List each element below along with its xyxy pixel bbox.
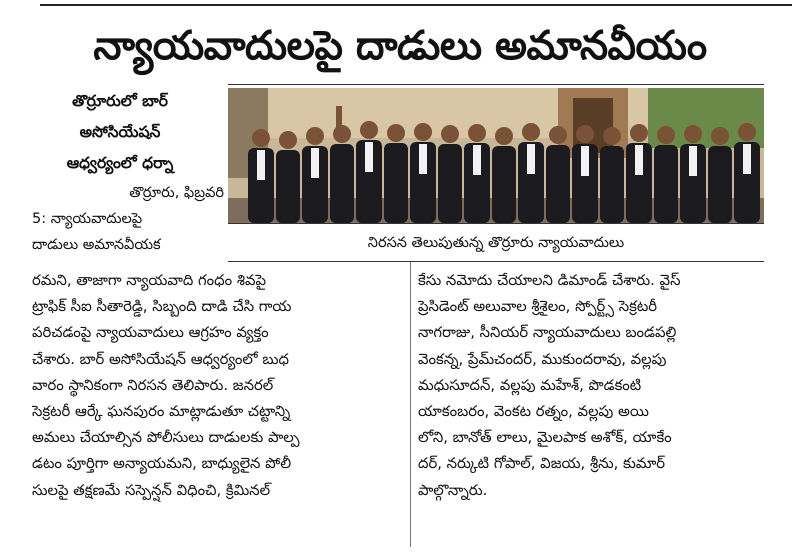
- top-rule: [40, 4, 792, 6]
- text-line: పరిచడంపై న్యాయవాదులు ఆగ్రహం వ్యక్తం: [32, 324, 269, 342]
- dateline-text: [32, 180, 224, 258]
- subhead-line: ఆధ్వర్యంలో ధర్నా: [66, 154, 174, 172]
- text-line: ట్రాఫిక్ సీఐ సీతారెడ్డి, సిబ్బంది దాడి చేసి గాయ: [32, 298, 292, 316]
- text-line: సెక్రటరీ ఆర్కే ఘనపురం మాట్లాడుతూ చట్టాన్ని: [32, 403, 291, 421]
- text-line: యాకంబరం, వెంకట రత్నం, వల్లపు అయి: [418, 403, 649, 421]
- photo-caption: నిరసన తెలుపుతున్న తొర్రూరు న్యాయవాదులు: [367, 235, 625, 251]
- text-line: వెంకన్న, ప్రేమ్‌చందర్, ముకుందరావు, వల్లపు: [418, 350, 667, 368]
- photo-bottom-rule: [228, 223, 764, 224]
- text-line: చేశారు. బార్ అసోసియేషన్ ఆధ్వర్యంలో బుధ: [32, 350, 289, 368]
- text-line: కేసు నమోదు చేయాలని డిమాండ్ చేశారు. వైస్: [418, 272, 681, 289]
- text-line: తొర్రూరు, ఫిబ్రవరి: [129, 185, 224, 201]
- right-column: [418, 268, 768, 504]
- news-photo: [228, 88, 764, 223]
- text-line: డటం పూర్తిగా అన్యాయమని, బాధ్యులైన పోలీ: [32, 455, 292, 473]
- text-line: వారం స్థానికంగా నిరసన తెలిపారు. జనరల్: [32, 376, 274, 394]
- subhead-line: అసోసియేషన్: [79, 123, 161, 141]
- text-line: దాడులు అమానవీయక: [32, 237, 161, 253]
- headline: న్యాయవాదులపై దాడులు అమానవీయం: [93, 23, 707, 69]
- text-line: నాగరాజు, సీనియర్ న్యాయవాదులు బండపల్లి: [418, 324, 677, 342]
- text-line: పాల్గొన్నారు.: [418, 481, 488, 499]
- text-line: దర్, నర్కుటి గోపాల్, విజయ, శ్రీను, కుమార్: [418, 455, 666, 473]
- text-line: రమని, తాజాగా న్యాయవాది గంధం శివపై: [32, 272, 267, 289]
- photo-top-rule: [228, 84, 764, 85]
- text-line: ప్రెసిడెంట్ అలువాల శ్రీశైలం, స్పోర్ట్స్ సెక్రటరీ: [418, 298, 658, 316]
- text-line: లోని, బానోత్ లాలు, మైలపాక అశోక్, యాకేం: [418, 429, 672, 447]
- subhead-line: తొర్రూరులో బార్: [72, 92, 168, 110]
- text-line: 5: న్యాయవాదులపై: [32, 211, 143, 227]
- column-divider: [410, 262, 411, 547]
- subhead: [20, 86, 220, 179]
- text-line: మధుసూదన్, వల్లపు మహేశ్, పొడకంటి: [418, 376, 642, 394]
- text-line: అమలు చేయాల్సిన పోలీసులు దాడులకు పాల్ప: [32, 429, 300, 447]
- text-line: సులపై తక్షణమే సస్పెన్షన్ విధించి, క్రిమినల్: [32, 481, 271, 499]
- left-column: [32, 268, 404, 504]
- caption-rule: [228, 261, 764, 262]
